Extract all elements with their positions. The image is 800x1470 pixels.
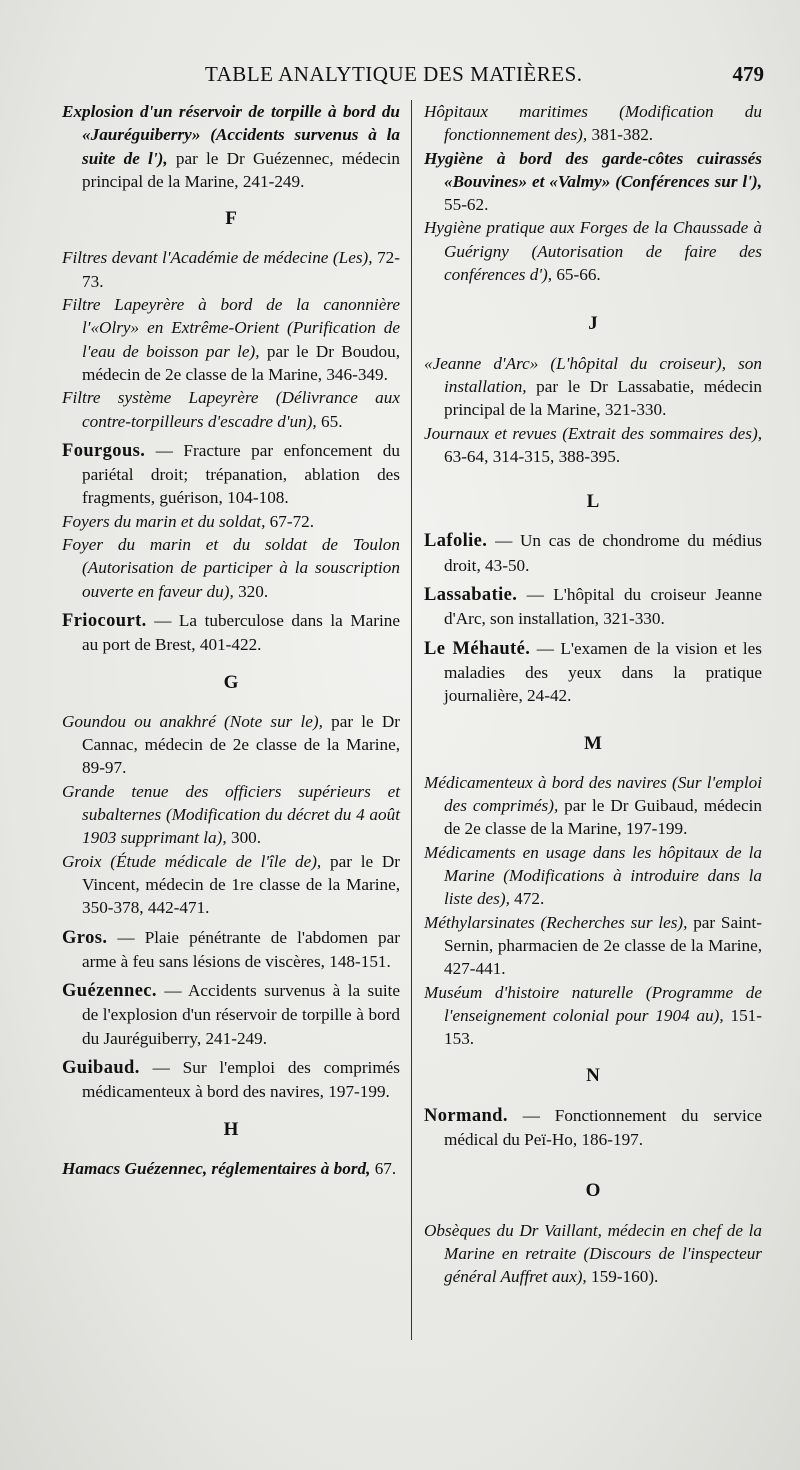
index-entry: Normand. — Fonctionnement du service médical du Peï-Ho, 186-197. — [424, 1105, 762, 1149]
right-column — [424, 100, 762, 1288]
index-entry: Friocourt. — La tuberculose dans la Marine au port de Brest, 401-422. — [62, 610, 400, 655]
index-entry: Filtres devant l'Académie de médecine (Les), 72-73. — [62, 248, 400, 291]
running-title: TABLE ANALYTIQUE DES MATIÈRES. — [205, 62, 583, 86]
section-letter: G — [223, 671, 239, 693]
section-letter: J — [588, 313, 598, 335]
section-letter: N — [586, 1065, 600, 1087]
column-divider — [411, 100, 412, 1340]
index-entry: Filtre Lapeyrère à bord de la canonnière l'«Olry» en Extrême-Orient (Purification de l'eau de boisson par le), par le Dr Boudou, médecin de 2e classe de la Marine, 346-349. — [62, 295, 400, 384]
index-entry: Médicaments en usage dans les hôpitaux de la Marine (Modifications à introduire dans la liste des), 472. — [424, 842, 762, 909]
section-letter: F — [225, 208, 237, 230]
section-letter: L — [586, 491, 600, 513]
index-entry: Méthylarsinates (Recherches sur les), par Saint-Sernin, pharmacien de 2e classe de la Marine, 427-441. — [424, 912, 762, 979]
section-letter: H — [223, 1118, 239, 1140]
index-entry: Foyers du marin et du soldat, 67-72. — [62, 511, 315, 531]
index-entry: Groix (Étude médicale de l'île de), par le Dr Vincent, médecin de 1re classe de la Marine, 350-378, 442-471. — [62, 851, 400, 918]
index-entry: Lassabatie. — L'hôpital du croiseur Jeanne d'Arc, son installation, 321-330. — [424, 585, 762, 629]
index-entry: Guézennec. — Accidents survenus à la suite de l'explosion d'un réservoir de torpille à bord du Jauréguiberry, 241-249. — [62, 981, 400, 1048]
index-entry: Gros. — Plaie pénétrante de l'abdomen par arme à feu sans lésions de viscères, 148-151. — [62, 927, 400, 971]
index-entry: Lafolie. — Un cas de chondrome du médius droit, 43-50. — [424, 531, 762, 575]
index-entry: Hamacs Guézennec, réglementaires à bord, 67. — [62, 1158, 397, 1178]
page-header — [60, 60, 770, 92]
left-column — [62, 100, 400, 1180]
index-entry: Filtre système Lapeyrère (Délivrance aux contre-torpilleurs d'escadre d'un), 65. — [62, 388, 400, 431]
index-entry: Fourgous. — Fracture par enfoncement du pariétal droit; trépanation, ablation des fragments, guérison, 104-108. — [62, 440, 400, 508]
index-entry: Hygiène à bord des garde-côtes cuirassés «Bouvines» et «Valmy» (Conférences sur l'), 55-62. — [424, 148, 762, 215]
index-entry: Explosion d'un réservoir de torpille à bord du «Jauréguiberry» (Accidents survenus à la suite de l'), par le Dr Guézennec, médecin principal de la Marine, 241-249. — [62, 102, 400, 191]
index-entry: Obsèques du Dr Vaillant, médecin en chef de la Marine en retraite (Discours de l'inspecteur général Auffret aux), 159-160). — [424, 1220, 762, 1287]
index-entry: Goundou ou anakhré (Note sur le), par le Dr Cannac, médecin de 2e classe de la Marine, 89-97. — [62, 711, 400, 778]
index-entry: Grande tenue des officiers supérieurs et subalternes (Modification du décret du 4 août 1903 supprimant la), 300. — [62, 781, 400, 848]
section-letter: M — [584, 732, 602, 754]
index-entry: Muséum d'histoire naturelle (Programme de l'enseignement colonial pour 1904 au), 151-153. — [424, 982, 762, 1049]
section-letter: O — [585, 1180, 601, 1202]
index-entry: Guibaud. — Sur l'emploi des comprimés médicamenteux à bord des navires, 197-199. — [62, 1057, 400, 1102]
index-entry: Médicamenteux à bord des navires (Sur l'emploi des comprimés), par le Dr Guibaud, médecin de 2e classe de la Marine, 197-199. — [424, 772, 762, 839]
index-entry: Journaux et revues (Extrait des sommaires des), 63-64, 314-315, 388-395. — [424, 423, 762, 466]
index-entry: Hôpitaux maritimes (Modification du fonctionnement des), 381-382. — [424, 102, 762, 145]
index-entry: Le Méhauté. — L'examen de la vision et les maladies des yeux dans la pratique journalière, 24-42. — [424, 638, 762, 706]
index-entry: Foyer du marin et du soldat de Toulon (Autorisation de participer à la souscription ouverte en faveur du), 320. — [62, 535, 400, 601]
page-number: 479 — [732, 62, 764, 86]
index-entry: Hygiène pratique aux Forges de la Chaussade à Guérigny (Autorisation de faire des conférences d'), 65-66. — [424, 218, 762, 285]
index-entry: «Jeanne d'Arc» (L'hôpital du croiseur), son installation, par le Dr Lassabatie, médecin principal de la Marine, 321-330. — [424, 353, 762, 420]
